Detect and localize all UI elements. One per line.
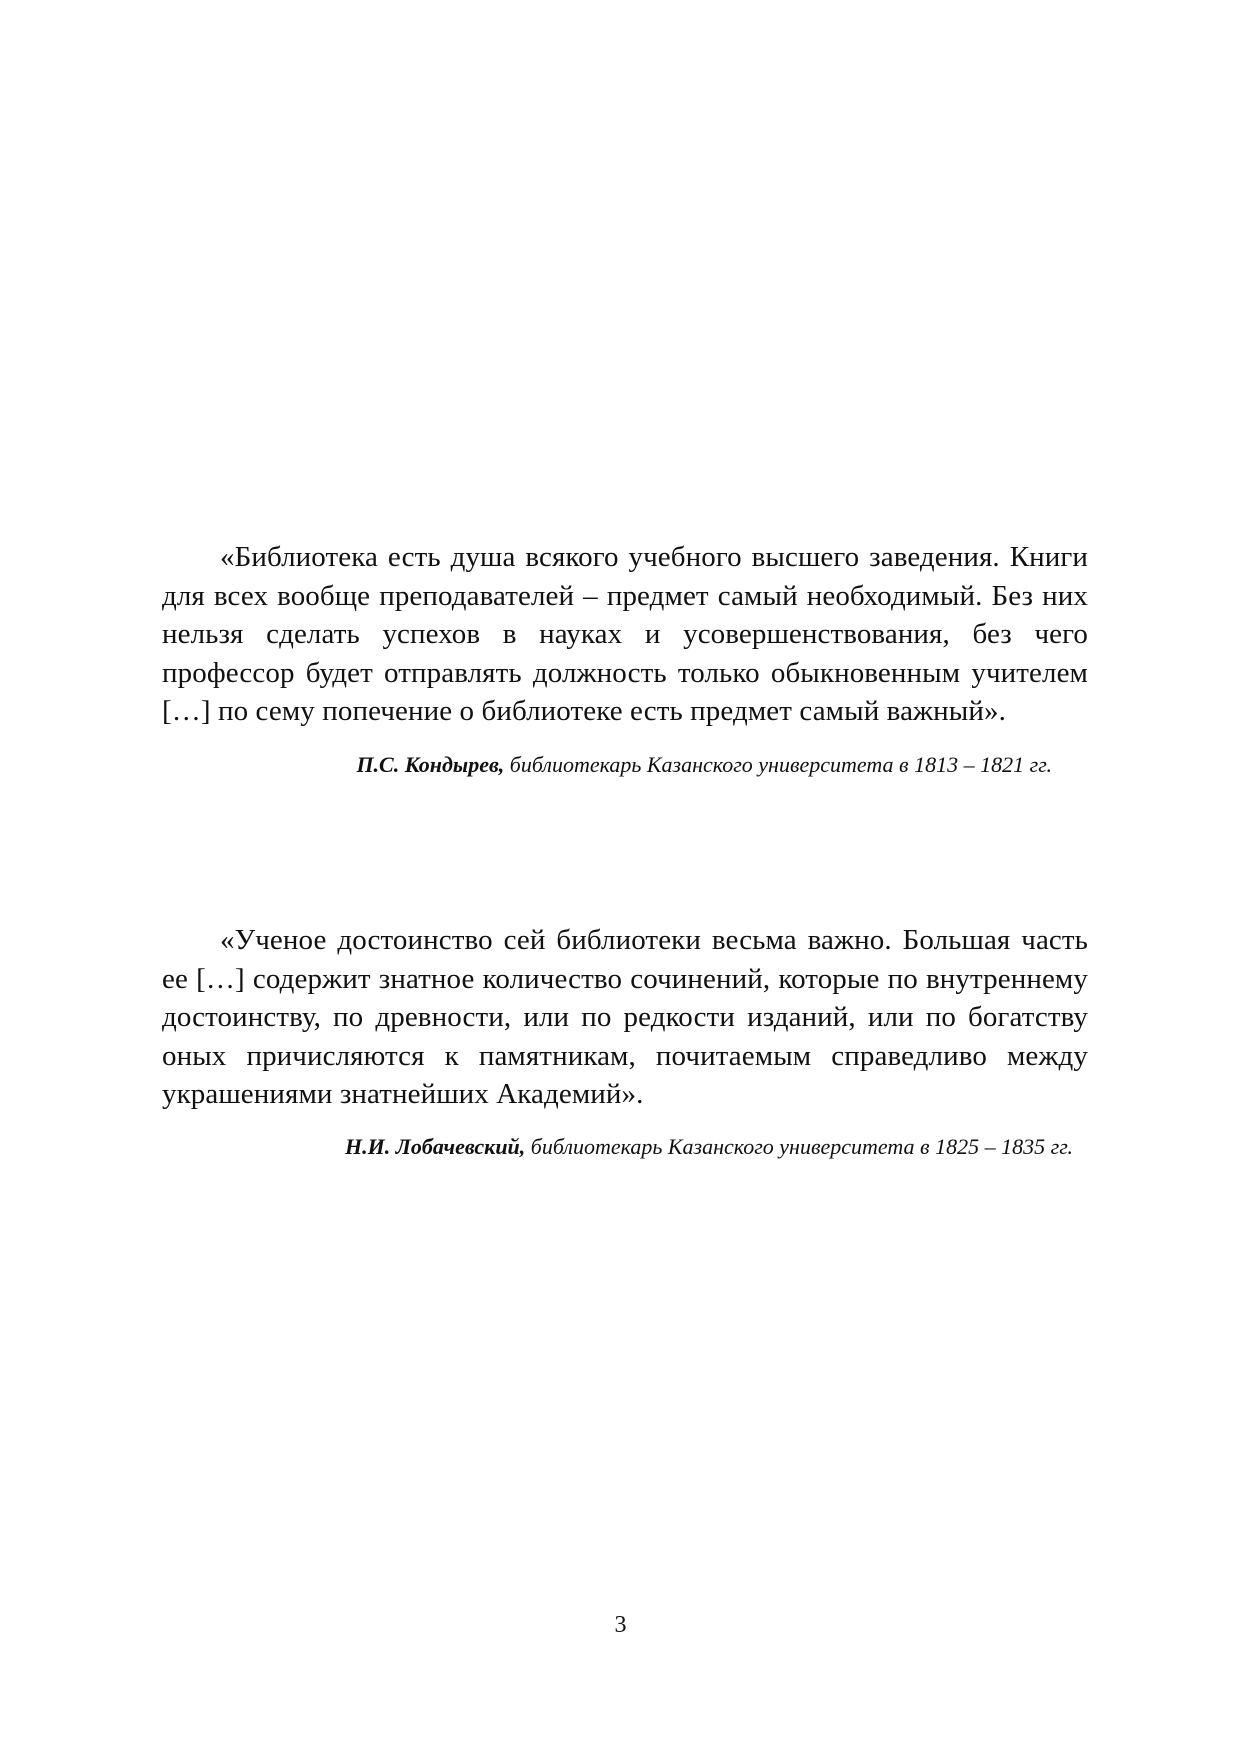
quote-author: П.С. Кондырев,: [356, 751, 505, 777]
epigraph-quote-2: [162, 921, 1088, 1161]
quote-text: «Библиотека есть душа всякого учебного высшего заведения. Книги для всех вообще преподавателей – предмет самый необходимый. Без них нельзя сделать успехов в науках и усовершенствования, без чего профессор будет отправлять должность только обыкновенным учителем […] по сему попечение о библиотеке есть предмет самый важный».: [162, 541, 1088, 727]
quote-attribution: [162, 751, 1088, 779]
page-number: 3: [614, 1612, 627, 1638]
quote-attribution: [162, 1133, 1088, 1161]
quote-author: Н.И. Лобачевский,: [345, 1133, 526, 1159]
quote-author-role: библиотекарь Казанского университета в 1825 – 1835 гг.: [530, 1133, 1073, 1159]
epigraph-quote-1: [162, 538, 1088, 779]
quote-text: «Ученое достоинство сей библиотеки весьма важно. Большая часть ее […] содержит знатное количество сочинений, которые по внутреннему достоинству, по древности, или по редкости изданий, или по богатству оных причисляются к памятникам, почитаемым справедливо между украшениями знатнейших Академий».: [162, 924, 1088, 1110]
quote-author-role: библиотекарь Казанского университета в 1813 – 1821 гг.: [509, 751, 1052, 777]
